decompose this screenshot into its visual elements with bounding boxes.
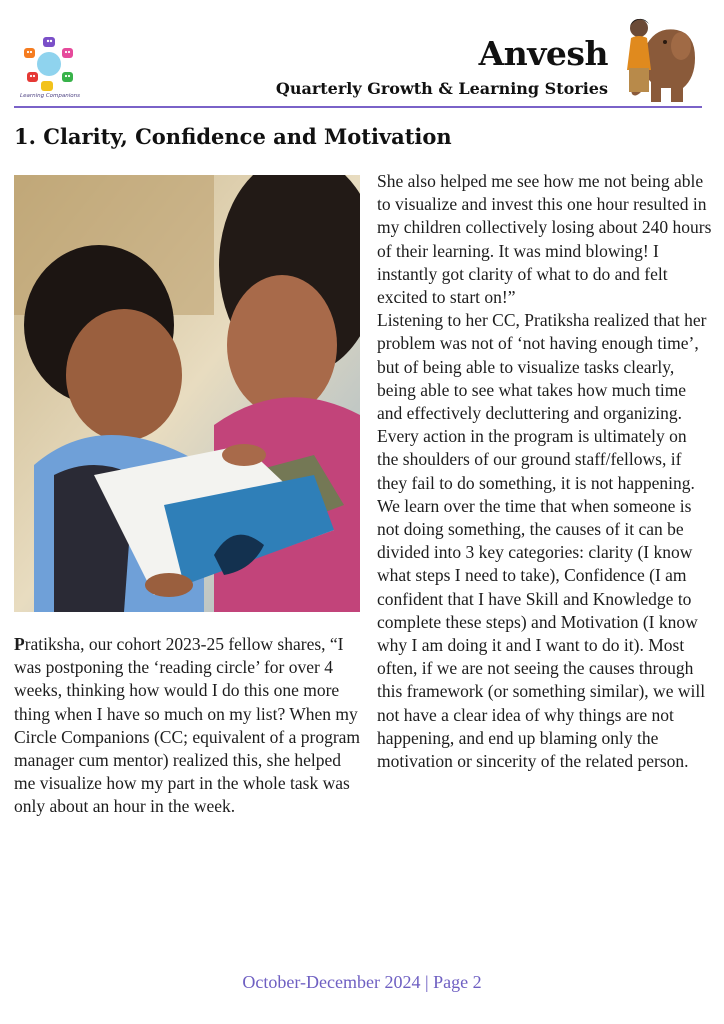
child-with-elephant-illustration	[605, 8, 701, 104]
drop-cap: P	[14, 634, 25, 654]
learning-companions-logo	[18, 34, 80, 102]
section-heading: 1. Clarity, Confidence and Motivation	[14, 124, 452, 149]
intro-text: ratiksha, our cohort 2023-25 fellow shares, “I was postponing the ‘reading circle’ for over 4 weeks, thinking how would I do this one more thing when I have so much on my list? When my Circle Companions (CC; equivalent of a program manager cum mentor) realized this, she helped me visualize how my part in the whole task was only about an hour in the week.	[14, 634, 361, 817]
children-reading-photo	[14, 175, 360, 612]
analysis-paragraph: Listening to her CC, Pratiksha realized that her problem was not of ‘not having enough time’, but of being able to visualize tasks clearly, being able to see what takes how much time and effectively decluttering and organizing. Every action in the program is ultimately on the shoulders of our ground staff/fellows, if they fail to do something, it is not happening. We learn over the time that when someone is not doing something, the causes of it can be divided into 3 key categories: clarity (I know what steps I need to take), Confidence (I am confident that I have Skill and Knowledge to complete these steps) and Motivation (I know why I am doing it and I want to do it). Most often, if we are not seeing the causes through this framework (or something similar), we will not have a clear idea of why things are not happening, and end up blaming only the motivation or sincerity of the related person.	[377, 310, 707, 772]
newsletter-title: Anvesh	[478, 34, 608, 73]
quote-continued: She also helped me see how me not being able to visualize and invest this one hour resulted in my children collectively losing about 240 hours of their learning. It was mind blowing! I instantly got clarity of what to do and felt excited to start on!”	[377, 171, 712, 308]
logo-caption: Learning Companions	[20, 93, 80, 99]
newsletter-subtitle: Quarterly Growth & Learning Stories	[275, 79, 608, 98]
story-continued	[377, 170, 712, 773]
story-intro	[14, 633, 364, 819]
page-footer: October-December 2024 | Page 2	[242, 972, 482, 992]
header-divider	[14, 106, 702, 108]
